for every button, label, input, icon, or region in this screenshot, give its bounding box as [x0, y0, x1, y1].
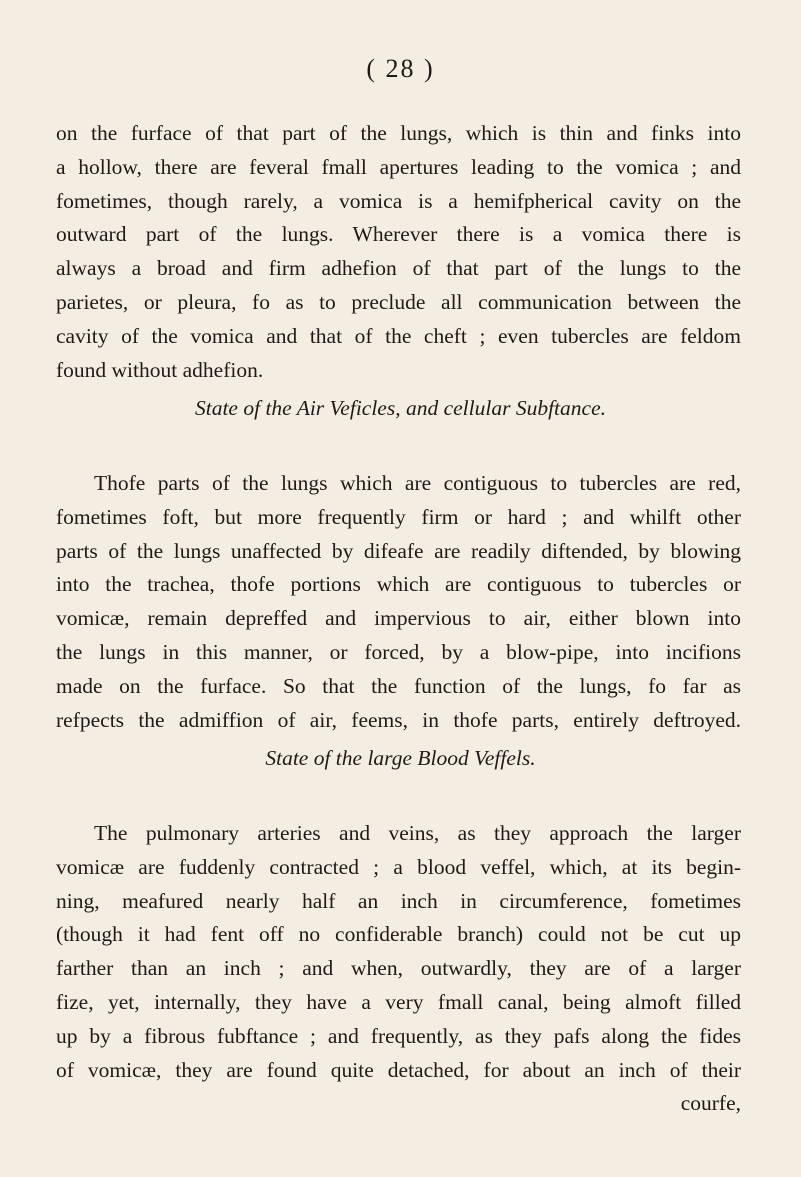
- text-line: of vomicæ, they are found quite detached, for about an inch of their: [56, 1057, 741, 1082]
- text-line: fize, yet, internally, they have a very fmall canal, being almoft filled: [56, 989, 741, 1014]
- text-line: found without adhefion.: [56, 357, 264, 382]
- text-line: parts of the lungs unaffected by difeafe are readily diftended, by blowing: [56, 538, 741, 563]
- text-line: The pulmonary arteries and veins, as they approach the larger: [94, 821, 741, 845]
- text-line: ning, meafured nearly half an inch in circumference, fometimes: [56, 888, 741, 913]
- text-line: (though it had fent off no confiderable branch) could not be cut up: [56, 922, 741, 947]
- text-line: always a broad and firm adhefion of that part of the lungs to the: [56, 256, 741, 281]
- text-line: outward part of the lungs. Wherever there is a vomica there is: [56, 222, 741, 247]
- text-line: into the trachea, thofe portions which are contiguous to tubercles or: [56, 572, 741, 597]
- page-number: ( 28 ): [366, 54, 435, 83]
- text-line: on the furface of that part of the lungs, which is thin and finks into: [56, 121, 741, 145]
- catchword: courfe,: [680, 1091, 741, 1116]
- text-line: cavity of the vomica and that of the cheft ; even tubercles are feldom: [56, 323, 741, 348]
- paragraph-3: [56, 817, 741, 1121]
- paragraph-2: [56, 467, 741, 737]
- text-line: fometimes, though rarely, a vomica is a hemifpherical cavity on the: [56, 188, 741, 213]
- text-line: refpects the admiffion of air, feems, in thofe parts, entirely deftroyed.: [56, 707, 741, 732]
- section-heading-air-veficles: State of the Air Veficles, and cellular Subftance.: [194, 396, 606, 420]
- text-line: a hollow, there are feveral fmall apertures leading to the vomica ; and: [56, 154, 741, 179]
- text-line: farther than an inch ; and when, outwardly, they are of a larger: [56, 956, 741, 981]
- section-heading-blood-veffels: State of the large Blood Veffels.: [265, 746, 536, 770]
- text-line: made on the furface. So that the function of the lungs, fo far as: [56, 673, 741, 698]
- paragraph-1: [56, 117, 741, 387]
- text-line: vomicæ are fuddenly contracted ; a blood veffel, which, at its begin-: [56, 854, 741, 879]
- text-line: fometimes foft, but more frequently firm or hard ; and whilft other: [56, 504, 741, 529]
- text-line: up by a fibrous fubftance ; and frequently, as they pafs along the fides: [56, 1023, 741, 1048]
- text-line: the lungs in this manner, or forced, by a blow-pipe, into incifions: [56, 639, 741, 664]
- text-line: Thofe parts of the lungs which are contiguous to tubercles are red,: [94, 471, 741, 495]
- text-line: parietes, or pleura, fo as to preclude all communication between the: [56, 289, 741, 314]
- text-line: vomicæ, remain depreffed and impervious to air, either blown into: [56, 606, 741, 631]
